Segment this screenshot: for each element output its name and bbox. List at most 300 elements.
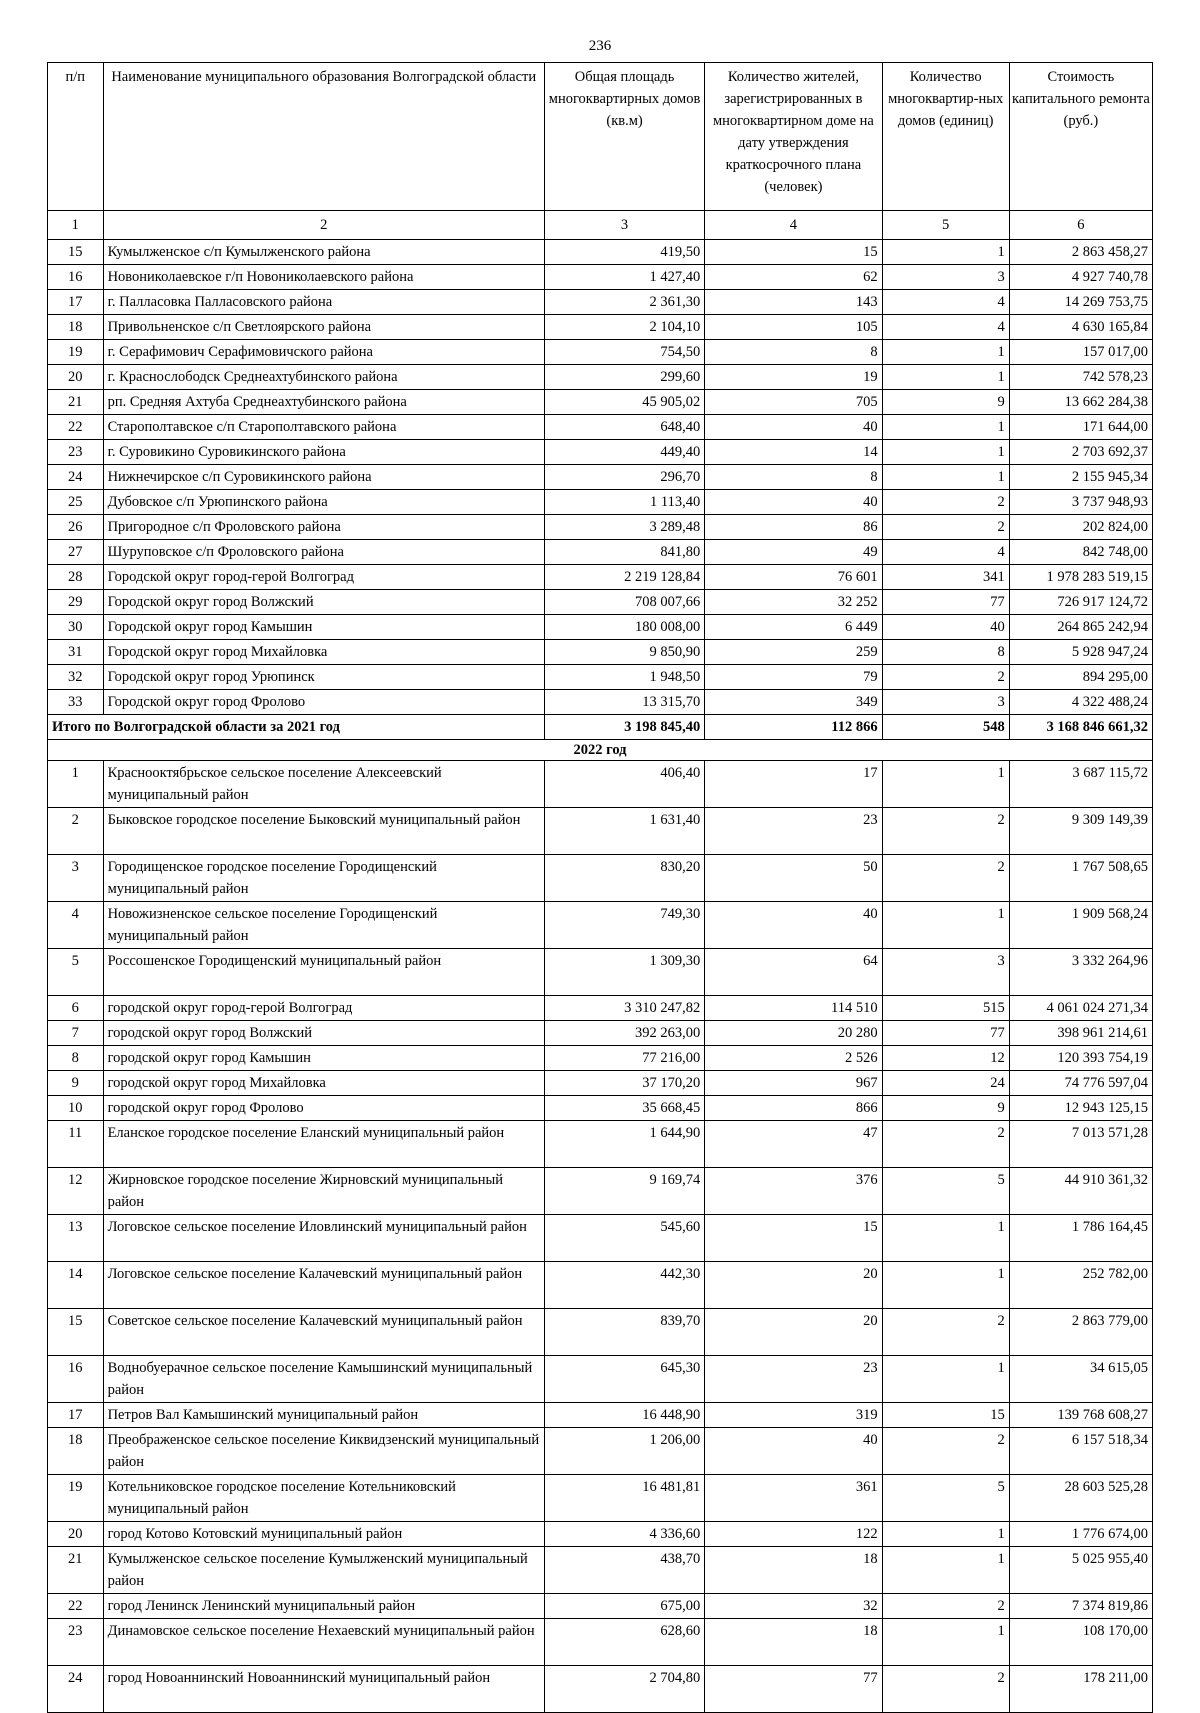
residents-value: 76 601 — [705, 565, 882, 590]
cost-value: 5 025 955,40 — [1009, 1547, 1152, 1594]
residents-value: 105 — [705, 315, 882, 340]
area-value: 628,60 — [544, 1619, 704, 1666]
cost-value: 171 644,00 — [1009, 415, 1152, 440]
area-value: 16 448,90 — [544, 1403, 704, 1428]
cost-value: 74 776 597,04 — [1009, 1071, 1152, 1096]
municipality-name: г. Серафимович Серафимовичского района — [103, 340, 544, 365]
housing-repair-table — [47, 62, 1153, 1713]
municipality-name: Логовское сельское поселение Калачевский муниципальный район — [103, 1262, 544, 1309]
residents-value: 18 — [705, 1619, 882, 1666]
residents-value: 705 — [705, 390, 882, 415]
residents-value: 967 — [705, 1071, 882, 1096]
cost-value: 4 322 488,24 — [1009, 690, 1152, 715]
area-value: 13 315,70 — [544, 690, 704, 715]
residents-value: 86 — [705, 515, 882, 540]
area-value: 4 336,60 — [544, 1522, 704, 1547]
cost-value: 3 687 115,72 — [1009, 761, 1152, 808]
residents-value: 20 280 — [705, 1021, 882, 1046]
header-houses: Количество многоквартир-ных домов (единиц) — [882, 63, 1009, 211]
residents-value: 40 — [705, 1428, 882, 1475]
houses-value: 1 — [882, 415, 1009, 440]
column-index: 5 — [882, 211, 1009, 240]
area-value: 77 216,00 — [544, 1046, 704, 1071]
municipality-name: Быковское городское поселение Быковский муниципальный район — [103, 808, 544, 855]
row-number: 16 — [48, 1356, 104, 1403]
houses-value: 1 — [882, 761, 1009, 808]
table-row — [48, 365, 1153, 390]
cost-value: 178 211,00 — [1009, 1666, 1152, 1713]
municipality-name: город Котово Котовский муниципальный район — [103, 1522, 544, 1547]
cost-value: 139 768 608,27 — [1009, 1403, 1152, 1428]
houses-value: 9 — [882, 1096, 1009, 1121]
cost-value: 202 824,00 — [1009, 515, 1152, 540]
residents-value: 49 — [705, 540, 882, 565]
municipality-name: Котельниковское городское поселение Котельниковский муниципальный район — [103, 1475, 544, 1522]
table-row — [48, 902, 1153, 949]
cost-value: 3 332 264,96 — [1009, 949, 1152, 996]
table-row — [48, 1215, 1153, 1262]
area-value: 675,00 — [544, 1594, 704, 1619]
row-number: 23 — [48, 1619, 104, 1666]
cost-value: 44 910 361,32 — [1009, 1168, 1152, 1215]
row-number: 6 — [48, 996, 104, 1021]
table-row — [48, 615, 1153, 640]
area-value: 2 704,80 — [544, 1666, 704, 1713]
table-row — [48, 1666, 1153, 1713]
municipality-name: Городищенское городское поселение Городищенский муниципальный район — [103, 855, 544, 902]
row-number: 20 — [48, 365, 104, 390]
cost-value: 2 703 692,37 — [1009, 440, 1152, 465]
municipality-name: Привольненское с/п Светлоярского района — [103, 315, 544, 340]
row-number: 13 — [48, 1215, 104, 1262]
row-number: 18 — [48, 1428, 104, 1475]
cost-value: 120 393 754,19 — [1009, 1046, 1152, 1071]
total-residents: 112 866 — [705, 715, 882, 740]
total-cost: 3 168 846 661,32 — [1009, 715, 1152, 740]
cost-value: 1 786 164,45 — [1009, 1215, 1152, 1262]
area-value: 1 206,00 — [544, 1428, 704, 1475]
table-row — [48, 440, 1153, 465]
houses-value: 2 — [882, 1121, 1009, 1168]
table-row — [48, 315, 1153, 340]
residents-value: 14 — [705, 440, 882, 465]
table-row — [48, 515, 1153, 540]
row-number: 28 — [48, 565, 104, 590]
table-row — [48, 1475, 1153, 1522]
municipality-name: городской округ город Волжский — [103, 1021, 544, 1046]
houses-value: 1 — [882, 1619, 1009, 1666]
table-row — [48, 1121, 1153, 1168]
area-value: 2 219 128,84 — [544, 565, 704, 590]
area-value: 449,40 — [544, 440, 704, 465]
area-value: 9 169,74 — [544, 1168, 704, 1215]
table-row — [48, 1021, 1153, 1046]
row-number: 19 — [48, 340, 104, 365]
row-number: 23 — [48, 440, 104, 465]
cost-value: 4 630 165,84 — [1009, 315, 1152, 340]
residents-value: 376 — [705, 1168, 882, 1215]
residents-value: 319 — [705, 1403, 882, 1428]
row-number: 32 — [48, 665, 104, 690]
cost-value: 157 017,00 — [1009, 340, 1152, 365]
row-number: 4 — [48, 902, 104, 949]
cost-value: 1 776 674,00 — [1009, 1522, 1152, 1547]
cost-value: 28 603 525,28 — [1009, 1475, 1152, 1522]
table-row — [48, 390, 1153, 415]
table-row — [48, 265, 1153, 290]
row-number: 1 — [48, 761, 104, 808]
area-value: 2 104,10 — [544, 315, 704, 340]
houses-value: 2 — [882, 1666, 1009, 1713]
row-number: 10 — [48, 1096, 104, 1121]
table-row — [48, 1046, 1153, 1071]
houses-value: 3 — [882, 265, 1009, 290]
houses-value: 5 — [882, 1168, 1009, 1215]
municipality-name: Городской округ город Урюпинск — [103, 665, 544, 690]
houses-value: 3 — [882, 690, 1009, 715]
cost-value: 7 374 819,86 — [1009, 1594, 1152, 1619]
table-row — [48, 465, 1153, 490]
area-value: 296,70 — [544, 465, 704, 490]
table-row — [48, 996, 1153, 1021]
cost-value: 34 615,05 — [1009, 1356, 1152, 1403]
municipality-name: городской округ город Михайловка — [103, 1071, 544, 1096]
houses-value: 1 — [882, 240, 1009, 265]
houses-value: 2 — [882, 1594, 1009, 1619]
table-row — [48, 1522, 1153, 1547]
cost-value: 3 737 948,93 — [1009, 490, 1152, 515]
cost-value: 398 961 214,61 — [1009, 1021, 1152, 1046]
cost-value: 2 863 458,27 — [1009, 240, 1152, 265]
houses-value: 4 — [882, 290, 1009, 315]
houses-value: 1 — [882, 1215, 1009, 1262]
houses-value: 341 — [882, 565, 1009, 590]
page-number: 236 — [588, 38, 612, 54]
area-value: 841,80 — [544, 540, 704, 565]
header-index: п/п — [48, 63, 104, 211]
total-houses: 548 — [882, 715, 1009, 740]
row-number: 3 — [48, 855, 104, 902]
row-number: 15 — [48, 240, 104, 265]
houses-value: 3 — [882, 949, 1009, 996]
municipality-name: Кумылженское сельское поселение Кумылженский муниципальный район — [103, 1547, 544, 1594]
residents-value: 8 — [705, 340, 882, 365]
residents-value: 23 — [705, 808, 882, 855]
residents-value: 6 449 — [705, 615, 882, 640]
table-row — [48, 565, 1153, 590]
houses-value: 2 — [882, 490, 1009, 515]
row-number: 5 — [48, 949, 104, 996]
cost-value: 2 863 779,00 — [1009, 1309, 1152, 1356]
residents-value: 259 — [705, 640, 882, 665]
area-value: 35 668,45 — [544, 1096, 704, 1121]
table-row — [48, 1096, 1153, 1121]
cost-value: 13 662 284,38 — [1009, 390, 1152, 415]
municipality-name: г. Палласовка Палласовского района — [103, 290, 544, 315]
houses-value: 2 — [882, 855, 1009, 902]
row-number: 19 — [48, 1475, 104, 1522]
municipality-name: Городской округ город Михайловка — [103, 640, 544, 665]
municipality-name: Нижнечирское с/п Суровикинского района — [103, 465, 544, 490]
residents-value: 79 — [705, 665, 882, 690]
municipality-name: Пригородное с/п Фроловского района — [103, 515, 544, 540]
municipality-name: Кумылженское с/п Кумылженского района — [103, 240, 544, 265]
residents-value: 20 — [705, 1309, 882, 1356]
houses-value: 15 — [882, 1403, 1009, 1428]
row-number: 30 — [48, 615, 104, 640]
cost-value: 6 157 518,34 — [1009, 1428, 1152, 1475]
area-value: 830,20 — [544, 855, 704, 902]
cost-value: 1 978 283 519,15 — [1009, 565, 1152, 590]
total-area: 3 198 845,40 — [544, 715, 704, 740]
table-row — [48, 855, 1153, 902]
houses-value: 40 — [882, 615, 1009, 640]
municipality-name: Воднобуерачное сельское поселение Камышинский муниципальный район — [103, 1356, 544, 1403]
column-index: 4 — [705, 211, 882, 240]
row-number: 21 — [48, 390, 104, 415]
cost-value: 1 767 508,65 — [1009, 855, 1152, 902]
table-row — [48, 240, 1153, 265]
table-row — [48, 1547, 1153, 1594]
cost-value: 842 748,00 — [1009, 540, 1152, 565]
area-value: 406,40 — [544, 761, 704, 808]
cost-value: 9 309 149,39 — [1009, 808, 1152, 855]
houses-value: 4 — [882, 540, 1009, 565]
table-row — [48, 1619, 1153, 1666]
area-value: 1 427,40 — [544, 265, 704, 290]
area-value: 1 113,40 — [544, 490, 704, 515]
total-2021 — [48, 715, 1153, 761]
cost-value: 4 927 740,78 — [1009, 265, 1152, 290]
municipality-name: Дубовское с/п Урюпинского района — [103, 490, 544, 515]
header-cost: Стоимость капитального ремонта (руб.) — [1009, 63, 1152, 211]
residents-value: 77 — [705, 1666, 882, 1713]
area-value: 645,30 — [544, 1356, 704, 1403]
row-number: 12 — [48, 1168, 104, 1215]
row-number: 14 — [48, 1262, 104, 1309]
rows-2022 — [48, 761, 1153, 1713]
municipality-name: городской округ город-герой Волгоград — [103, 996, 544, 1021]
municipality-name: Краснооктябрьское сельское поселение Алексеевский муниципальный район — [103, 761, 544, 808]
row-number: 29 — [48, 590, 104, 615]
municipality-name: городской округ город Фролово — [103, 1096, 544, 1121]
row-number: 7 — [48, 1021, 104, 1046]
residents-value: 349 — [705, 690, 882, 715]
municipality-name: г. Суровикино Суровикинского района — [103, 440, 544, 465]
area-value: 1 644,90 — [544, 1121, 704, 1168]
municipality-name: г. Краснослободск Среднеахтубинского района — [103, 365, 544, 390]
municipality-name: Городской округ город-герой Волгоград — [103, 565, 544, 590]
municipality-name: Шуруповское с/п Фроловского района — [103, 540, 544, 565]
area-value: 9 850,90 — [544, 640, 704, 665]
municipality-name: Старополтавское с/п Старополтавского района — [103, 415, 544, 440]
table-row — [48, 540, 1153, 565]
residents-value: 64 — [705, 949, 882, 996]
cost-value: 12 943 125,15 — [1009, 1096, 1152, 1121]
row-number: 26 — [48, 515, 104, 540]
houses-value: 2 — [882, 1309, 1009, 1356]
area-value: 299,60 — [544, 365, 704, 390]
row-number: 18 — [48, 315, 104, 340]
row-number: 27 — [48, 540, 104, 565]
cost-value: 2 155 945,34 — [1009, 465, 1152, 490]
municipality-name: Советское сельское поселение Калачевский муниципальный район — [103, 1309, 544, 1356]
column-index: 6 — [1009, 211, 1152, 240]
municipality-name: город Новоаннинский Новоаннинский муниципальный район — [103, 1666, 544, 1713]
houses-value: 1 — [882, 465, 1009, 490]
municipality-name: Новониколаевское г/п Новониколаевского района — [103, 265, 544, 290]
residents-value: 47 — [705, 1121, 882, 1168]
cost-value: 4 061 024 271,34 — [1009, 996, 1152, 1021]
houses-value: 1 — [882, 1547, 1009, 1594]
municipality-name: Новожизненское сельское поселение Городищенский муниципальный район — [103, 902, 544, 949]
row-number: 24 — [48, 1666, 104, 1713]
area-value: 3 310 247,82 — [544, 996, 704, 1021]
area-value: 1 309,30 — [544, 949, 704, 996]
row-number: 24 — [48, 465, 104, 490]
row-number: 2 — [48, 808, 104, 855]
residents-value: 20 — [705, 1262, 882, 1309]
residents-value: 122 — [705, 1522, 882, 1547]
cost-value: 1 909 568,24 — [1009, 902, 1152, 949]
houses-value: 77 — [882, 1021, 1009, 1046]
residents-value: 40 — [705, 415, 882, 440]
residents-value: 866 — [705, 1096, 882, 1121]
row-number: 20 — [48, 1522, 104, 1547]
row-number: 22 — [48, 415, 104, 440]
area-value: 1 631,40 — [544, 808, 704, 855]
municipality-name: Городской округ город Фролово — [103, 690, 544, 715]
houses-value: 8 — [882, 640, 1009, 665]
table-row — [48, 1262, 1153, 1309]
houses-value: 1 — [882, 902, 1009, 949]
table-row — [48, 490, 1153, 515]
area-value: 2 361,30 — [544, 290, 704, 315]
table-row — [48, 690, 1153, 715]
area-value: 749,30 — [544, 902, 704, 949]
municipality-name: город Ленинск Ленинский муниципальный район — [103, 1594, 544, 1619]
residents-value: 62 — [705, 265, 882, 290]
houses-value: 5 — [882, 1475, 1009, 1522]
column-index: 1 — [48, 211, 104, 240]
header-area: Общая площадь многоквартирных домов (кв.м) — [544, 63, 704, 211]
houses-value: 9 — [882, 390, 1009, 415]
residents-value: 15 — [705, 240, 882, 265]
header-row — [48, 63, 1153, 211]
row-number: 33 — [48, 690, 104, 715]
table-row — [48, 1594, 1153, 1619]
cost-value: 726 917 124,72 — [1009, 590, 1152, 615]
table-row — [48, 761, 1153, 808]
row-number: 9 — [48, 1071, 104, 1096]
residents-value: 50 — [705, 855, 882, 902]
houses-value: 1 — [882, 440, 1009, 465]
table-row — [48, 1071, 1153, 1096]
table-row — [48, 808, 1153, 855]
municipality-name: Петров Вал Камышинский муниципальный район — [103, 1403, 544, 1428]
houses-value: 1 — [882, 1522, 1009, 1547]
houses-value: 2 — [882, 515, 1009, 540]
column-index-row — [48, 211, 1153, 240]
cost-value: 14 269 753,75 — [1009, 290, 1152, 315]
municipality-name: Жирновское городское поселение Жирновский муниципальный район — [103, 1168, 544, 1215]
municipality-name: Преображенское сельское поселение Киквидзенский муниципальный район — [103, 1428, 544, 1475]
residents-value: 17 — [705, 761, 882, 808]
year-header-row — [48, 740, 1153, 761]
municipality-name: Динамовское сельское поселение Нехаевский муниципальный район — [103, 1619, 544, 1666]
row-number: 8 — [48, 1046, 104, 1071]
cost-value: 5 928 947,24 — [1009, 640, 1152, 665]
cost-value: 264 865 242,94 — [1009, 615, 1152, 640]
table-row — [48, 340, 1153, 365]
municipality-name: рп. Средняя Ахтуба Среднеахтубинского района — [103, 390, 544, 415]
area-value: 392 263,00 — [544, 1021, 704, 1046]
houses-value: 24 — [882, 1071, 1009, 1096]
residents-value: 18 — [705, 1547, 882, 1594]
year-2022-label: 2022 год — [48, 740, 1153, 761]
houses-value: 2 — [882, 808, 1009, 855]
residents-value: 361 — [705, 1475, 882, 1522]
municipality-name: городской округ город Камышин — [103, 1046, 544, 1071]
residents-value: 23 — [705, 1356, 882, 1403]
row-number: 17 — [48, 1403, 104, 1428]
area-value: 438,70 — [544, 1547, 704, 1594]
area-value: 545,60 — [544, 1215, 704, 1262]
row-number: 16 — [48, 265, 104, 290]
residents-value: 40 — [705, 902, 882, 949]
cost-value: 894 295,00 — [1009, 665, 1152, 690]
residents-value: 32 — [705, 1594, 882, 1619]
table-row — [48, 640, 1153, 665]
houses-value: 2 — [882, 665, 1009, 690]
table-row — [48, 1309, 1153, 1356]
area-value: 419,50 — [544, 240, 704, 265]
area-value: 754,50 — [544, 340, 704, 365]
row-number: 21 — [48, 1547, 104, 1594]
houses-value: 77 — [882, 590, 1009, 615]
area-value: 180 008,00 — [544, 615, 704, 640]
total-label: Итого по Волгоградской области за 2021 год — [48, 715, 545, 740]
table-row — [48, 1428, 1153, 1475]
area-value: 16 481,81 — [544, 1475, 704, 1522]
residents-value: 143 — [705, 290, 882, 315]
table-row — [48, 1403, 1153, 1428]
row-number: 15 — [48, 1309, 104, 1356]
area-value: 1 948,50 — [544, 665, 704, 690]
row-number: 22 — [48, 1594, 104, 1619]
houses-value: 4 — [882, 315, 1009, 340]
area-value: 839,70 — [544, 1309, 704, 1356]
row-number: 17 — [48, 290, 104, 315]
cost-value: 742 578,23 — [1009, 365, 1152, 390]
row-number: 25 — [48, 490, 104, 515]
residents-value: 19 — [705, 365, 882, 390]
cost-value: 108 170,00 — [1009, 1619, 1152, 1666]
houses-value: 515 — [882, 996, 1009, 1021]
houses-value: 1 — [882, 1356, 1009, 1403]
row-number: 31 — [48, 640, 104, 665]
houses-value: 2 — [882, 1428, 1009, 1475]
residents-value: 40 — [705, 490, 882, 515]
column-index: 3 — [544, 211, 704, 240]
area-value: 45 905,02 — [544, 390, 704, 415]
municipality-name: Городской округ город Камышин — [103, 615, 544, 640]
table-row — [48, 415, 1153, 440]
municipality-name: Городской округ город Волжский — [103, 590, 544, 615]
area-value: 442,30 — [544, 1262, 704, 1309]
row-number: 11 — [48, 1121, 104, 1168]
table-row — [48, 1168, 1153, 1215]
